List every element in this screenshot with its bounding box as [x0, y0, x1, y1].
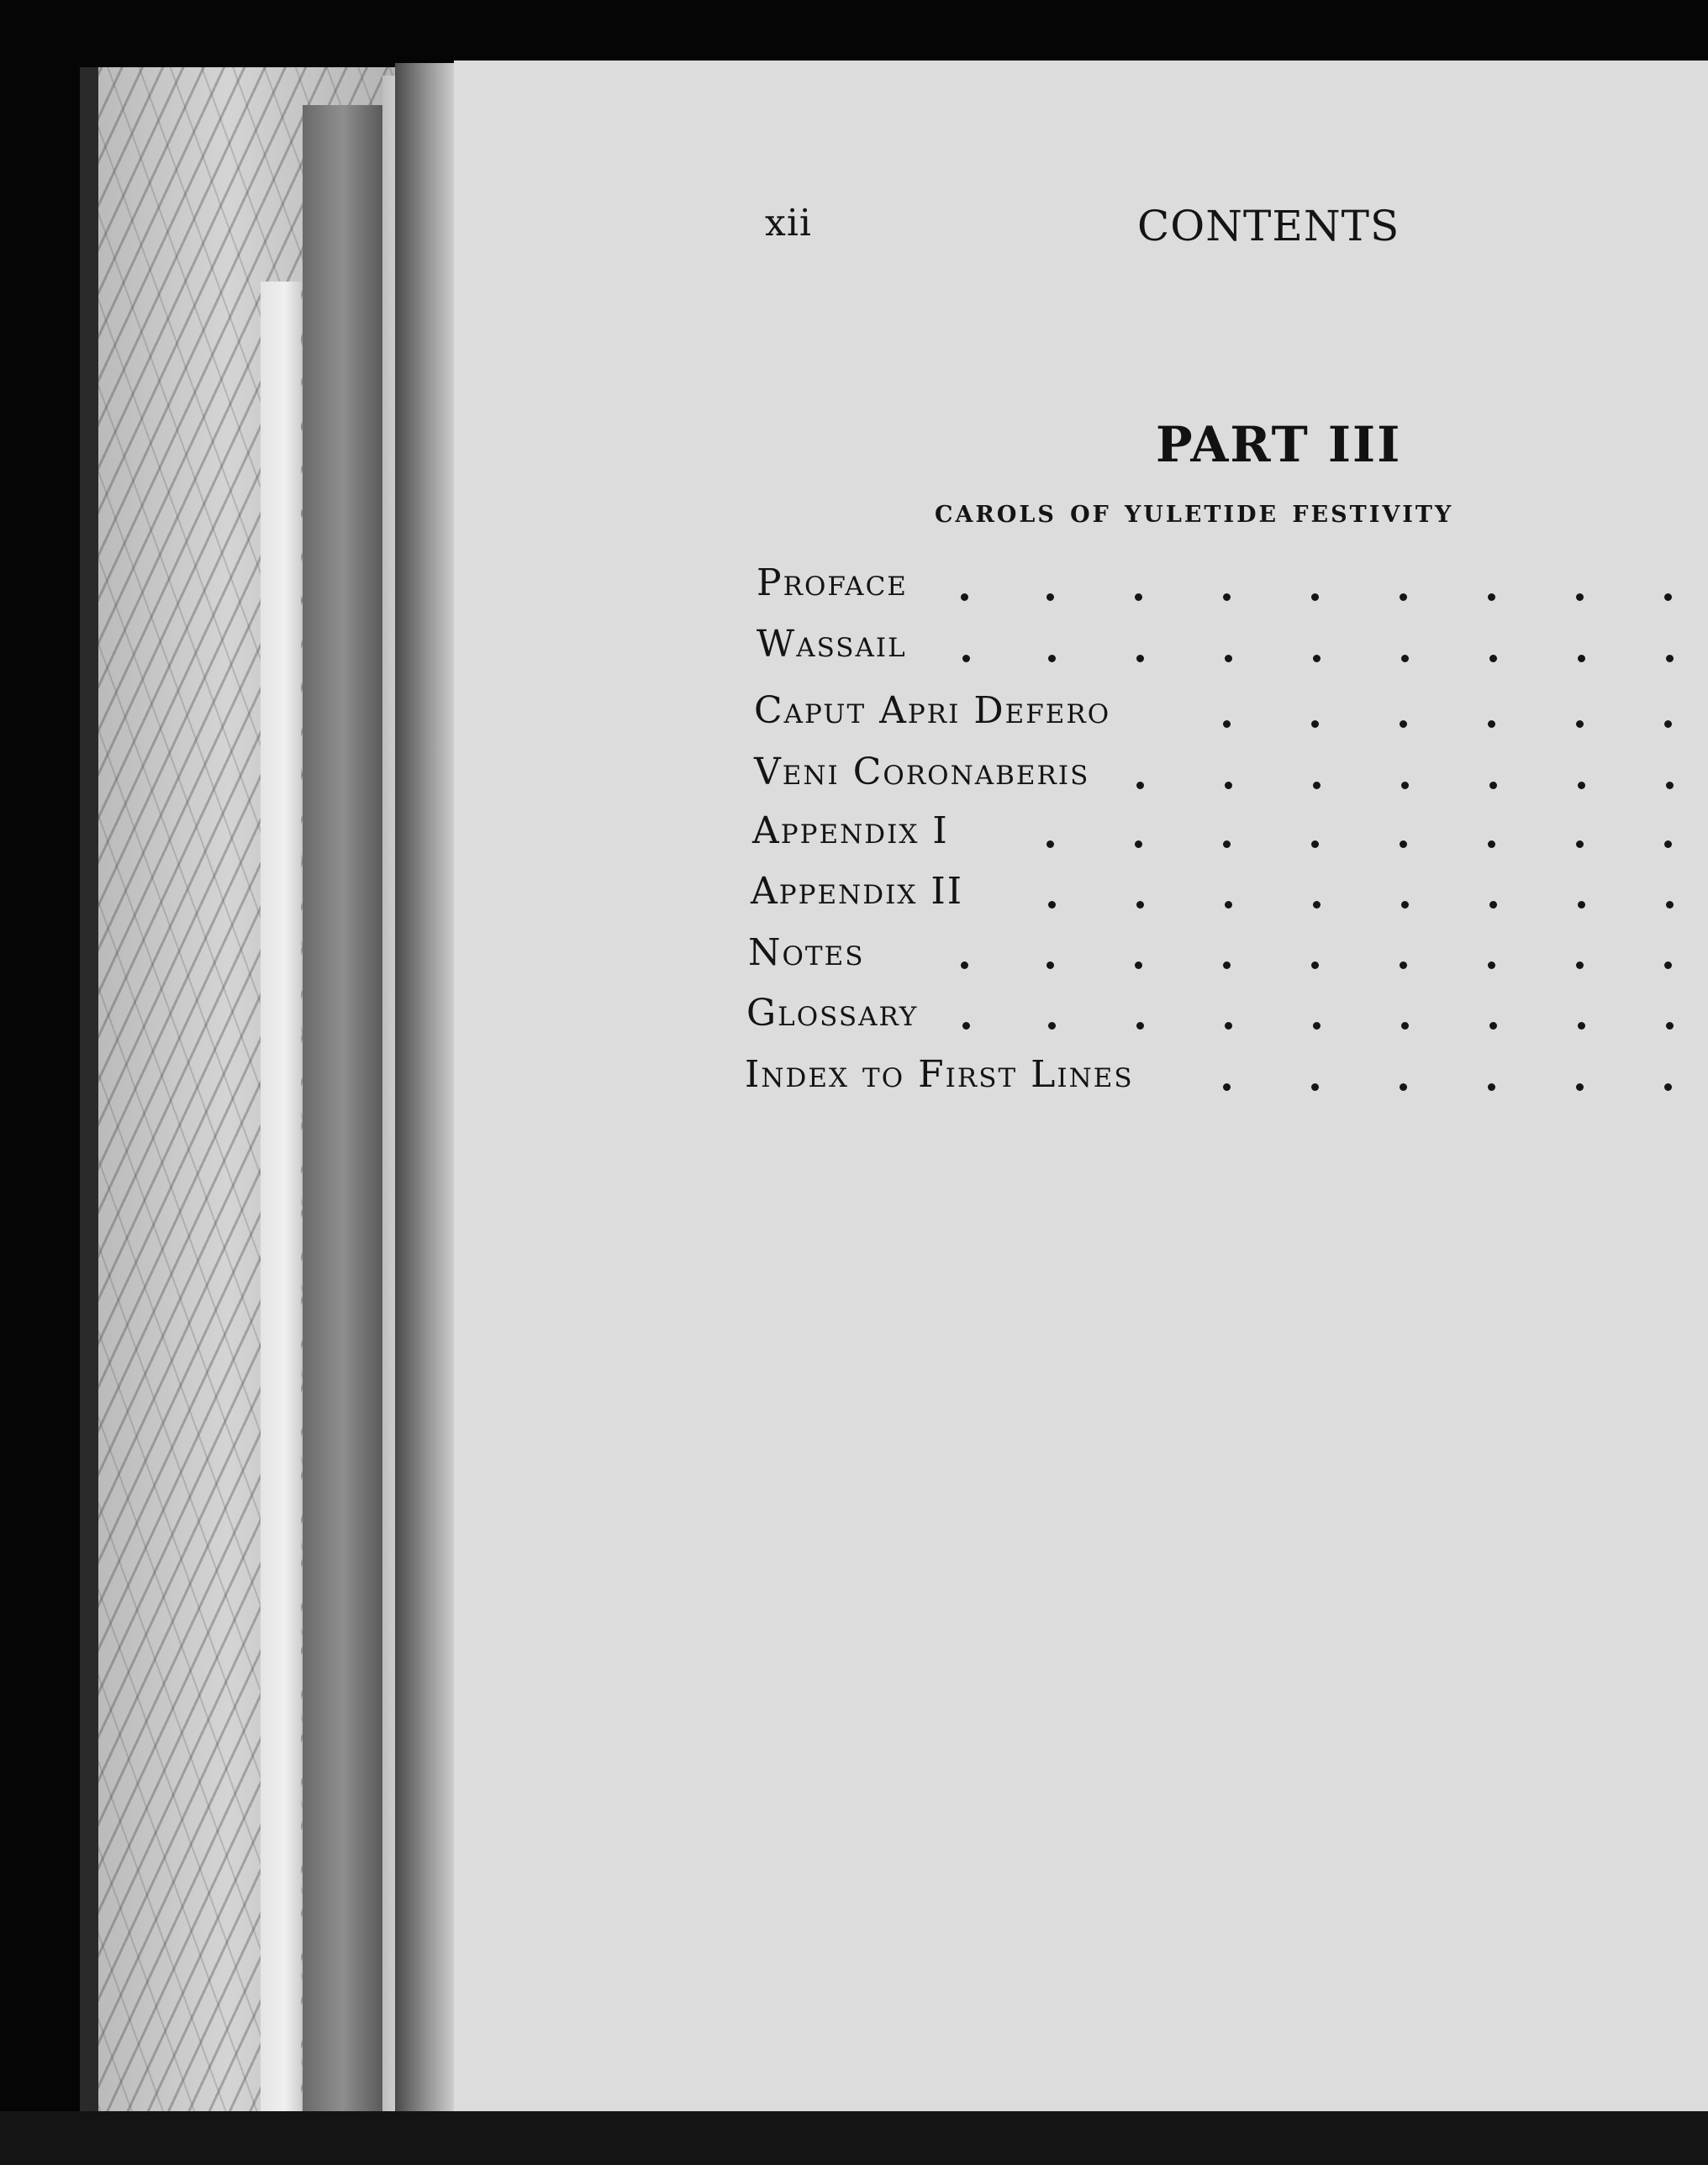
leader-dot — [1223, 840, 1231, 848]
leader-dot — [1223, 593, 1231, 601]
leader-dot — [1400, 1083, 1407, 1091]
toc-entry-title: Proface — [756, 561, 908, 604]
leader-dot — [1135, 840, 1142, 848]
leader-dot — [1489, 901, 1497, 909]
leader-dot — [1576, 840, 1584, 848]
leader-dot — [961, 593, 968, 601]
leader-dot — [1313, 1022, 1321, 1030]
page-number: xii — [765, 202, 812, 245]
leader-dot — [1576, 1083, 1584, 1091]
leader-dot — [1489, 655, 1497, 662]
running-title: CONTENTS — [1137, 202, 1400, 250]
leader-dot — [962, 655, 970, 662]
leader-dot — [1578, 901, 1585, 909]
leader-dot — [1664, 593, 1672, 601]
scan-bottom-edge — [0, 2111, 1708, 2165]
leader-dot — [1046, 593, 1054, 601]
leader-dot — [1488, 1083, 1495, 1091]
part-title: PART III — [1156, 416, 1402, 473]
leader-dot — [1135, 593, 1142, 601]
leader-dot — [1400, 593, 1407, 601]
leader-dot — [1311, 1083, 1319, 1091]
leader-dot — [1400, 840, 1407, 848]
leader-dot — [1223, 1083, 1231, 1091]
toc-entry-title: Index to First Lines — [745, 1053, 1134, 1096]
leader-dot — [1311, 593, 1319, 601]
leader-dot — [1313, 655, 1321, 662]
leader-dot — [1313, 901, 1321, 909]
part-subtitle: carols of yuletide festivity — [935, 492, 1454, 529]
leader-dot — [1048, 655, 1056, 662]
leader-dot — [1136, 901, 1144, 909]
leader-dot — [1401, 655, 1409, 662]
leader-dot — [1488, 840, 1495, 848]
leader-dot — [1664, 1083, 1672, 1091]
leader-dot — [1401, 1022, 1409, 1030]
leader-dot — [1225, 901, 1232, 909]
leader-dot — [1489, 1022, 1497, 1030]
toc-entry-title: Appendix I — [752, 809, 949, 852]
leader-dot — [1664, 840, 1672, 848]
leader-dot — [1048, 1022, 1056, 1030]
leader-dot — [1225, 1022, 1232, 1030]
leader-dot — [1136, 655, 1144, 662]
toc-entry-title: Notes — [748, 931, 865, 974]
leader-dot — [1401, 901, 1409, 909]
leader-dot — [1666, 655, 1674, 662]
toc-entry-title: Appendix II — [751, 870, 964, 913]
leader-dot — [1666, 1022, 1674, 1030]
leader-dot — [1225, 655, 1232, 662]
leader-dot — [1488, 593, 1495, 601]
binding-strip-light — [261, 282, 301, 2114]
toc-entry-title: Veni Coronaberis — [754, 751, 1090, 793]
leader-dot — [1578, 655, 1585, 662]
toc-entry-title: Wassail — [756, 623, 907, 666]
leader-dot — [1311, 840, 1319, 848]
leader-dot — [1666, 901, 1674, 909]
leader-dot — [962, 1022, 970, 1030]
binding-strip-dark — [303, 105, 382, 2139]
toc-entry-title: Caput Apri Defero — [754, 689, 1111, 732]
leader-dot — [1046, 840, 1054, 848]
board-edge — [80, 67, 98, 2143]
leader-dot — [1576, 593, 1584, 601]
leader-dot — [1136, 1022, 1144, 1030]
toc-entry-title: Glossary — [746, 992, 919, 1035]
leader-dot — [1578, 1022, 1585, 1030]
leader-dot — [1048, 901, 1056, 909]
